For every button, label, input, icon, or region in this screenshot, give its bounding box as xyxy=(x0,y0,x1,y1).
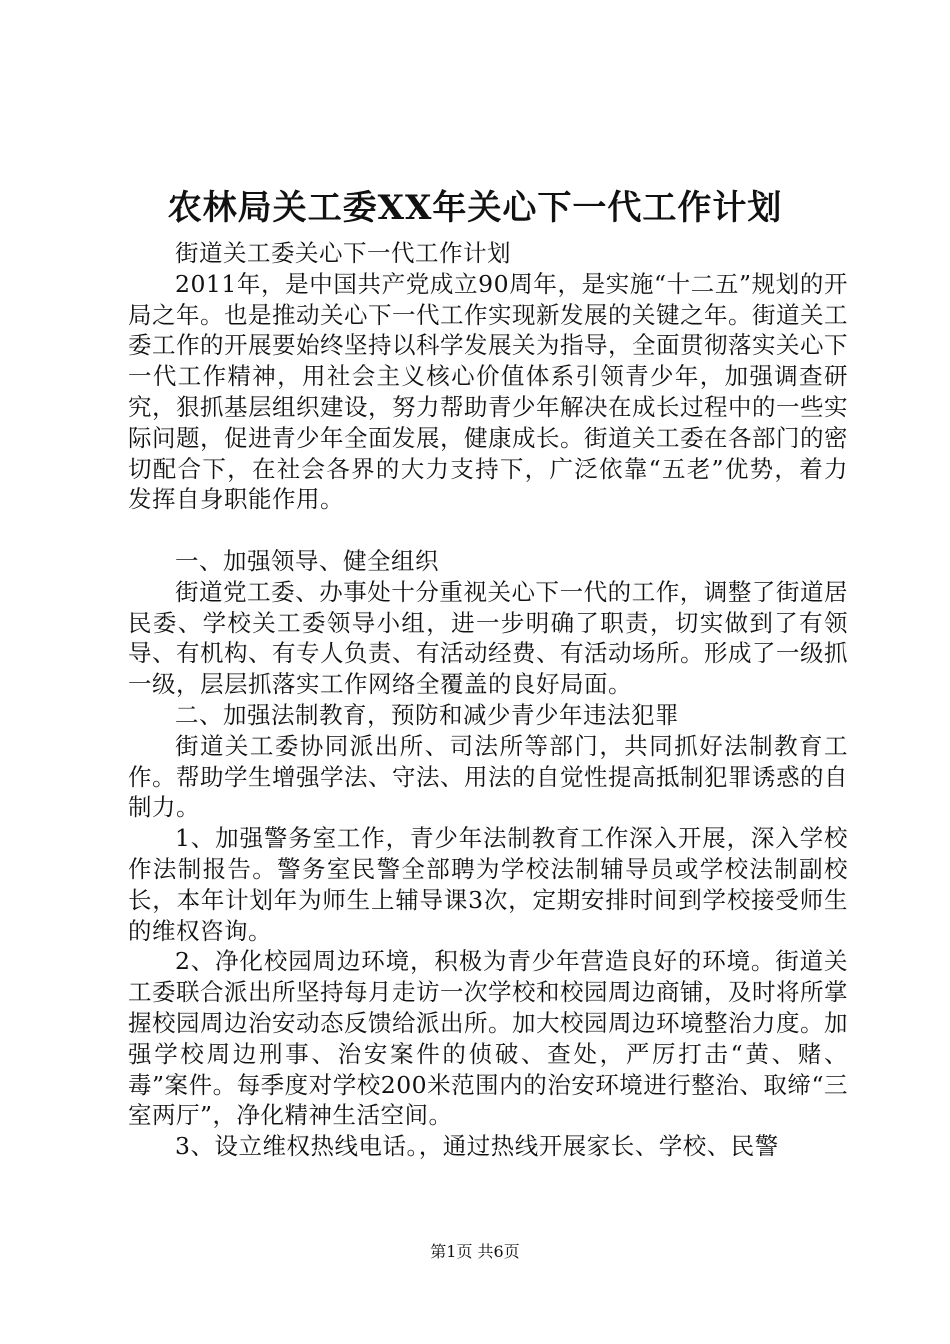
section-2-paragraph: 街道关工委协同派出所、司法所等部门，共同抓好法制教育工作。帮助学生增强学法、守法、用法的自觉性提高抵制犯罪诱惑的自制力。 xyxy=(128,731,848,822)
item-1-paragraph: 1、加强警务室工作，青少年法制教育工作深入开展，深入学校作法制报告。警务室民警全部聘为学校法制辅导员或学校法制副校长，本年计划年为师生上辅导课3次，定期安排时间到学校接受师生的维权咨询。 xyxy=(128,824,848,945)
item-3-paragraph: 3、设立维权热线电话。，通过热线开展家长、学校、民警 xyxy=(175,1132,779,1161)
subtitle-paragraph: 街道关工委关心下一代工作计划 xyxy=(175,239,511,267)
intro-paragraph: 2011年，是中国共产党成立90周年，是实施“十二五”规划的开局之年。也是推动关心下一代工作实现新发展的关键之年。街道关工委工作的开展要始终坚持以科学发展关为指导，全面贯彻落实关心下一代工作精神，用社会主义核心价值体系引领青少年，加强调查研究，狠抓基层组织建设，努力帮助青少年解决在成长过程中的一些实际问题，促进青少年全面发展，健康成长。街道关工委在各部门的密切配合下，在社会各界的大力支持下，广泛依靠“五老”优势，着力发挥自身职能作用。 xyxy=(128,269,848,514)
section-heading-1: 一、加强领导、健全组织 xyxy=(175,546,439,575)
section-heading-2: 二、加强法制教育，预防和减少青少年违法犯罪 xyxy=(175,700,679,729)
item-2-paragraph: 2、净化校园周边环境，积极为青少年营造良好的环境。街道关工委联合派出所坚持每月走访一次学校和校园周边商铺，及时将所掌握校园周边治安动态反馈给派出所。加大校园周边环境整治力度。加强学校周边刑事、治安案件的侦破、查处，严厉打击“黄、赌、毒”案件。每季度对学校200米范围内的治安环境进行整治、取缔“三室两厅”，净化精神生活空间。 xyxy=(128,947,848,1130)
section-1-paragraph: 街道党工委、办事处十分重视关心下一代的工作，调整了街道居民委、学校关工委领导小组，进一步明确了职责，切实做到了有领导、有机构、有专人负责、有活动经费、有活动场所。形成了一级抓一级，层层抓落实工作网络全覆盖的良好局面。 xyxy=(128,577,848,699)
blank-line xyxy=(128,515,848,546)
document-title: 农林局关工委XX年关心下一代工作计划 xyxy=(167,188,783,228)
page-number-footer: 第1页 共6页 xyxy=(430,1242,520,1261)
document-body xyxy=(128,238,848,1162)
